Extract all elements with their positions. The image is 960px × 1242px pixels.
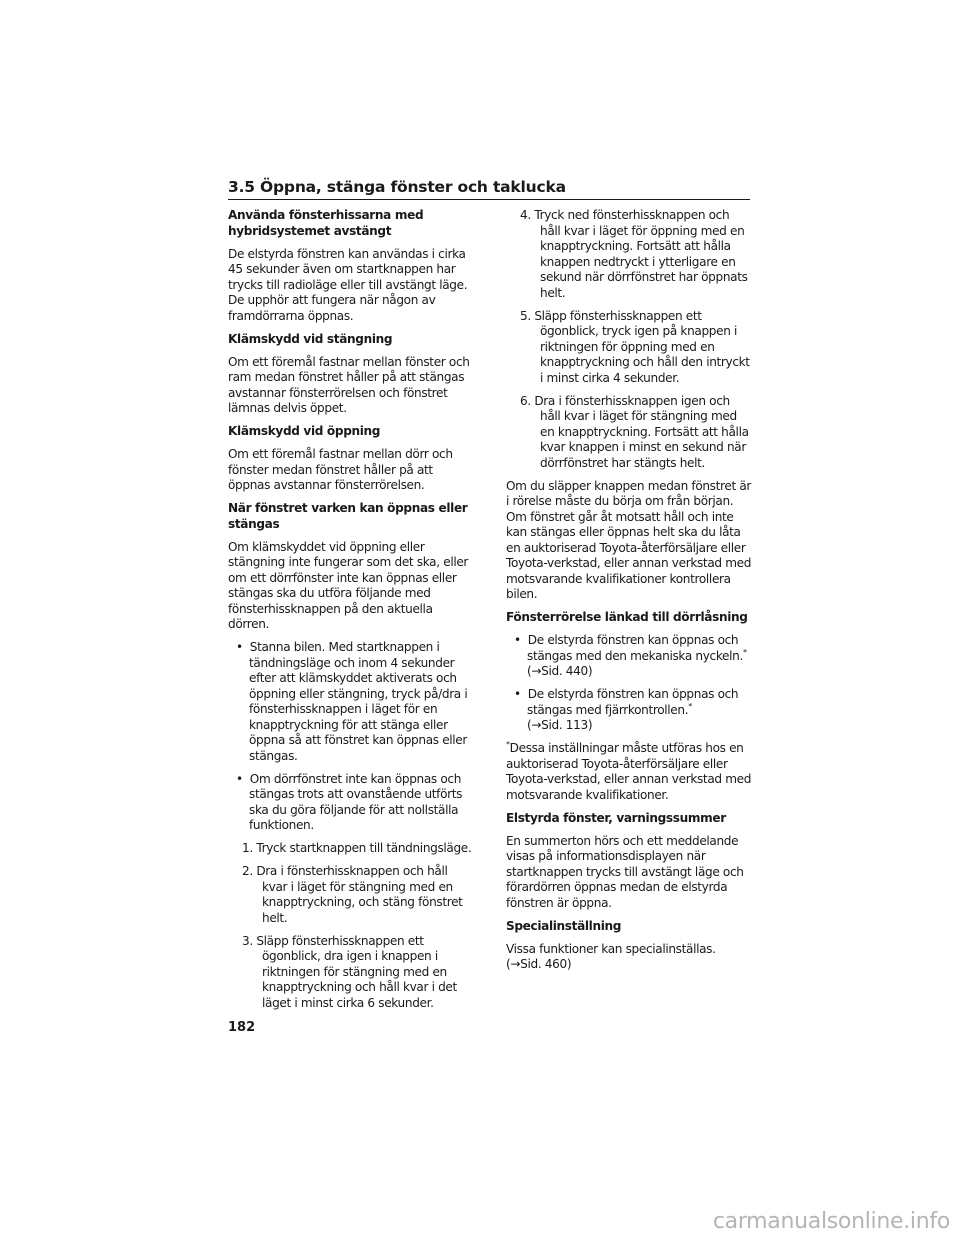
paragraph: De elstyrda fönstren kan användas i cirka 45 sekunder även om startknappen har trycks till radioläge eller till avstängt läge. De upphör att fungera när någon av framdörrarna öppnas. — [228, 246, 468, 323]
bullet-item: • Stanna bilen. Med startknappen i tändningsläge och inom 4 sekunder efter att klämskyddet aktiverats och öppning eller stängning, tryck på/dra i fönsterhissknappen i läget för en knapptryckning för att stänga eller öppna så att fönstret kan öppnas eller stängas. — [236, 640, 468, 763]
paragraph: Om klämskyddet vid öppning eller stängning inte fungerar som det ska, eller om ett dörrfönster inte kan öppnas eller stängas ska du utföra följande med fönsterhissknappen på den aktuella dörren. — [228, 539, 469, 631]
footnote-marker: * — [688, 701, 692, 711]
step-number: 5. — [520, 308, 535, 323]
step-number: 6. — [520, 393, 535, 408]
footnote-marker: * — [742, 647, 747, 657]
subheading: Använda fönsterhissarna med hybridsystemet avstängt — [228, 208, 424, 238]
step-number: 3. — [242, 933, 257, 948]
bullet-item: • Om dörrfönstret inte kan öppnas och stängas trots att ovanstående utförts ska du göra följande för att nollställa funktionen. — [236, 771, 463, 832]
numbered-step: 4. Tryck ned fönsterhissknappen och håll kvar i läget för öppning med en knapptryckning. Fortsätt att hålla knappen nedtryckt i ytterligare en sekund när dörrfönstret har öppnats helt. — [520, 208, 748, 300]
subheading: Specialinställning — [506, 918, 622, 933]
paragraph: En summerton hörs och ett meddelande visas på informationsdisplayen när startknappen trycks till avstängt läge och förardörren öppnas medan de elstyrda fönstren är öppna. — [506, 833, 744, 910]
bullet-marker: • — [514, 633, 528, 647]
step-number: 2. — [242, 864, 257, 878]
bullet-item: • De elstyrda fönstren kan öppnas och stängas med den mekaniska nyckeln.* (→Sid. 440) — [514, 633, 747, 678]
left-column — [228, 208, 474, 1019]
bullet-marker: • — [514, 687, 528, 701]
subheading: Fönsterrörelse länkad till dörrlåsning — [506, 610, 748, 624]
paragraph: Om ett föremål fastnar mellan dörr och fönster medan fönstret håller på att öppnas avstannar fönsterrörelsen. — [228, 447, 453, 492]
bullet-marker: • — [236, 640, 250, 654]
bullet-item: • De elstyrda fönstren kan öppnas och stängas med fjärrkontrollen.* (→Sid. 113) — [514, 687, 739, 732]
watermark: carmanualsonline.info — [712, 1209, 950, 1234]
numbered-step: 2. Dra i fönsterhissknappen och håll kvar i läget för stängning med en knapptryckning, och stäng fönstret helt. — [242, 864, 463, 925]
right-column — [506, 208, 752, 980]
section-header: 3.5 Öppna, stänga fönster och taklucka — [228, 178, 566, 196]
paragraph: Om du släpper knappen medan fönstret är i rörelse måste du börja om från början. Om fönstret går åt motsatt håll och inte kan stängas eller öppnas helt ska du låta en auktoriserad Toyota-återförsäljare eller Toyota-verkstad, eller annan verkstad med motsvarande kvalifikationer kontrollera bilen. — [506, 478, 752, 601]
subheading: När fönstret varken kan öppnas eller stängas — [228, 501, 468, 531]
footnote-marker: * — [506, 739, 510, 749]
subheading: Klämskydd vid stängning — [228, 331, 393, 346]
subheading: Klämskydd vid öppning — [228, 424, 381, 438]
paragraph: Om ett föremål fastnar mellan fönster och ram medan fönstret håller på att stängas avstannar fönsterrörelsen och fönstret lämnas delvis öppet. — [228, 354, 470, 415]
subheading: Elstyrda fönster, varningssummer — [506, 810, 726, 825]
numbered-step: 1. Tryck startknappen till tändningsläge. — [242, 841, 472, 855]
numbered-step: 6. Dra i fönsterhissknappen igen och håll kvar i läget för stängning med en knapptryckning. Fortsätt att hålla kvar knappen i minst en sekund när dörrfönstret har stängts helt. — [520, 393, 749, 470]
step-number: 1. — [242, 841, 257, 855]
numbered-step: 5. Släpp fönsterhissknappen ett ögonblick, tryck igen på knappen i riktningen för öppning med en knapptryckning och håll den intryckt i minst cirka 4 sekunder. — [520, 308, 750, 385]
header-rule — [228, 199, 750, 200]
paragraph: Vissa funktioner kan specialinställas. (→Sid. 460) — [506, 941, 716, 971]
numbered-step: 3. Släpp fönsterhissknappen ett ögonblick, dra igen i knappen i riktningen för stängning med en knapptryckning och håll kvar i det läget i minst cirka 6 sekunder. — [242, 933, 457, 1010]
step-number: 4. — [520, 208, 535, 222]
bullet-marker: • — [236, 771, 250, 786]
footnote: *Dessa inställningar måste utföras hos en auktoriserad Toyota-återförsäljare eller Toyota-verkstad, eller annan verkstad med motsvarande kvalifikationer. — [506, 739, 752, 802]
page-number: 182 — [228, 1020, 256, 1035]
